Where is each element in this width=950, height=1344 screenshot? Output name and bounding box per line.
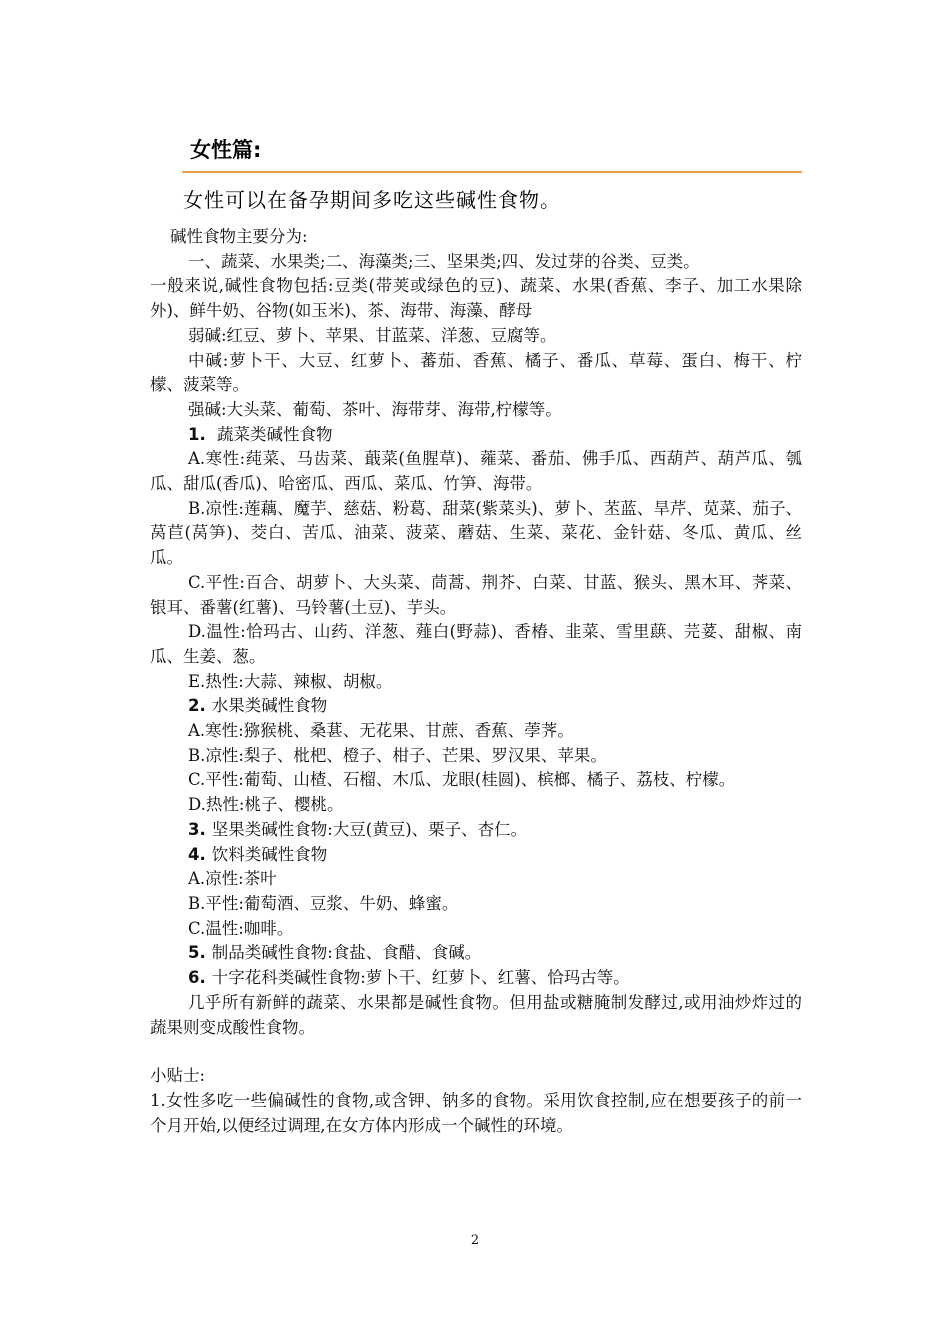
categories-line: 一、蔬菜、水果类;二、海藻类;三、坚果类;四、发过芽的谷类、豆类。	[188, 251, 700, 271]
list-item: D.热性:桃子、樱桃。	[188, 795, 344, 815]
section-number: 1.	[188, 424, 206, 444]
weak-alkali-line: 弱碱:红豆、萝卜、苹果、甘蓝菜、洋葱、豆腐等。	[188, 325, 557, 345]
document-body	[150, 225, 802, 1138]
medium-alkali-line: 中碱:萝卜干、大豆、红萝卜、蕃茄、香蕉、橘子、番瓜、草莓、蛋白、梅干、柠檬、菠菜等。	[150, 350, 802, 395]
section-number: 6.	[188, 968, 206, 988]
section-title: 十字花科类碱性食物:萝卜干、红萝卜、红薯、恰玛古等。	[211, 968, 630, 988]
section-heading: 女性篇:	[190, 138, 262, 162]
section-title: 制品类碱性食物:食盐、食醋、食碱。	[211, 943, 482, 963]
closing-paragraph: 几乎所有新鲜的蔬菜、水果都是碱性食物。但用盐或糖腌制发酵过,或用油炒炸过的蔬果则变成酸性食物。	[150, 992, 802, 1037]
section-title: 坚果类碱性食物:大豆(黄豆)、栗子、杏仁。	[211, 819, 528, 839]
section-3-title	[150, 818, 802, 843]
list-item: C.平性:百合、胡萝卜、大头菜、茼蒿、荆芥、白菜、甘蓝、猴头、黑木耳、荠菜、银耳、番薯(红薯)、马铃薯(土豆)、芋头。	[150, 572, 802, 617]
page-number: 2	[470, 1233, 480, 1248]
section-6-title	[150, 966, 802, 991]
paragraph-gap	[150, 1040, 802, 1064]
section-1-title	[150, 423, 802, 448]
section-number: 3.	[188, 819, 206, 839]
section-number: 4.	[188, 844, 206, 864]
section-title: 蔬菜类碱性食物	[217, 424, 333, 444]
list-item: B.凉性:莲藕、魔芋、慈菇、粉葛、甜菜(紫菜头)、萝卜、苤蓝、旱芹、苋菜、茄子、莴苣(莴笋)、茭白、苦瓜、油菜、菠菜、蘑菇、生菜、菜花、金针菇、冬瓜、黄瓜、丝瓜。	[150, 498, 802, 568]
list-item: B.凉性:梨子、枇杷、橙子、柑子、芒果、罗汉果、苹果。	[188, 745, 607, 765]
strong-alkali-line: 强碱:大头菜、葡萄、茶叶、海带芽、海带,柠檬等。	[188, 399, 562, 419]
list-item: B.平性:葡萄酒、豆浆、牛奶、蜂蜜。	[188, 893, 459, 913]
section-number: 5.	[188, 943, 206, 963]
tip-item: 1.女性多吃一些偏碱性的食物,或含钾、钠多的食物。采用饮食控制,应在想要孩子的前一个月开始,以便经过调理,在女方体内形成一个碱性的环境。	[150, 1090, 802, 1135]
list-item: C.温性:咖啡。	[188, 918, 294, 938]
intro-line: 碱性食物主要分为:	[170, 227, 308, 246]
section-title: 水果类碱性食物	[211, 696, 328, 716]
heading-divider	[182, 171, 802, 173]
subheading: 女性可以在备孕期间多吃这些碱性食物。	[183, 188, 561, 212]
section-5-title	[150, 941, 802, 966]
list-item: A.凉性:茶叶	[188, 869, 277, 889]
list-item: A.寒性:猕猴桃、桑葚、无花果、甘蔗、香蕉、荸荠。	[188, 721, 574, 741]
list-item: A.寒性:莼菜、马齿菜、蕺菜(鱼腥草)、蕹菜、番茄、佛手瓜、西葫芦、葫芦瓜、瓠瓜、甜瓜(香瓜)、哈密瓜、西瓜、菜瓜、竹笋、海带。	[150, 449, 802, 494]
list-item: C.平性:葡萄、山楂、石榴、木瓜、龙眼(桂圆)、槟榔、橘子、荔枝、柠檬。	[188, 770, 736, 790]
general-line: 一般来说,碱性食物包括:豆类(带荚或绿色的豆)、蔬菜、水果(香蕉、李子、加工水果除外)、鲜牛奶、谷物(如玉米)、茶、海带、海藻、酵母	[150, 276, 802, 321]
list-item: D.温性:恰玛古、山药、洋葱、薤白(野蒜)、香椿、韭菜、雪里蕻、芫荽、甜椒、南瓜、生姜、葱。	[150, 622, 802, 666]
list-item: E.热性:大蒜、辣椒、胡椒。	[188, 671, 393, 691]
tips-label: 小贴士:	[150, 1066, 206, 1086]
section-2-title	[150, 694, 802, 719]
section-number: 2.	[188, 696, 206, 716]
section-title: 饮料类碱性食物	[211, 844, 328, 864]
section-4-title	[150, 843, 802, 868]
